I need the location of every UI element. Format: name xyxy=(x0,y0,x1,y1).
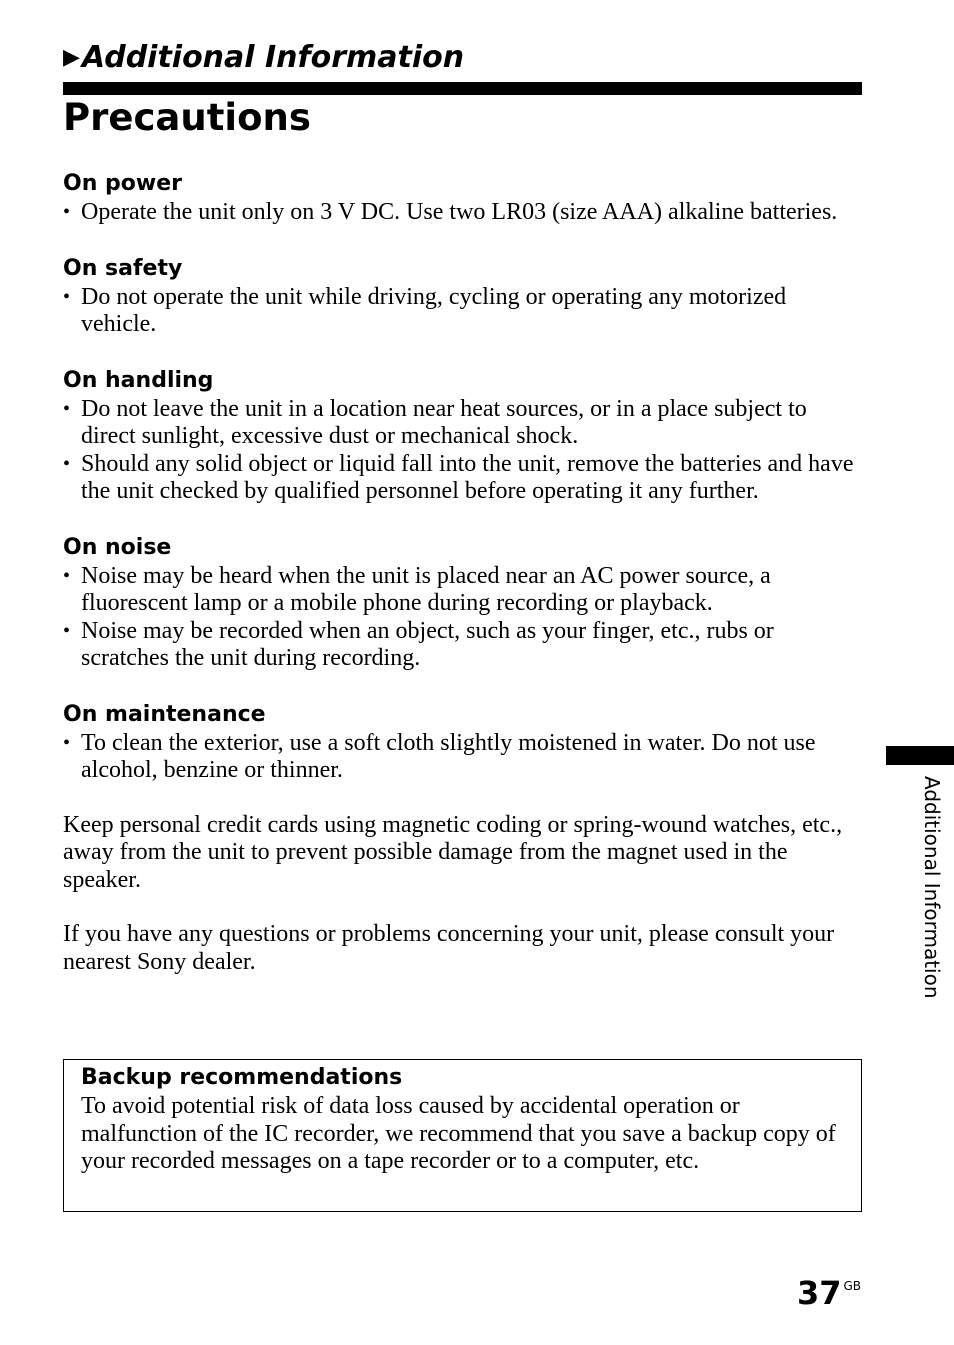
bullet-item xyxy=(63,199,862,227)
section-heading: On noise xyxy=(63,534,172,560)
header-rule xyxy=(63,82,862,95)
page-number-value: 37 xyxy=(796,1274,842,1312)
main-content xyxy=(63,169,862,1003)
section-label xyxy=(63,40,464,76)
section-heading: On safety xyxy=(63,255,183,281)
section-on-safety xyxy=(63,254,862,339)
bullet-item xyxy=(63,563,862,618)
bullet-list xyxy=(63,396,862,506)
bullet-text: Do not leave the unit in a location near heat sources, or in a place subject to direct sunlight, excessive dust or mechanical shock. xyxy=(81,395,807,449)
region-code: GB xyxy=(843,1279,861,1293)
side-tab-label: Additional Information xyxy=(920,776,944,999)
bullet-text: Noise may be recorded when an object, such as your finger, etc., rubs or scratches the unit during recording. xyxy=(81,617,774,671)
bullet-text: To clean the exterior, use a soft cloth slightly moistened in water. Do not use alcohol, benzine or thinner. xyxy=(81,729,816,783)
section-heading: On maintenance xyxy=(63,701,266,727)
bullet-item xyxy=(63,618,862,673)
section-on-handling xyxy=(63,366,862,506)
bullet-icon: • xyxy=(63,285,71,308)
section-heading: On handling xyxy=(63,367,214,393)
section-on-maintenance xyxy=(63,700,862,785)
bullet-text: Should any solid object or liquid fall into the unit, remove the batteries and have the unit checked by qualified personnel before operating it any further. xyxy=(81,450,854,504)
side-tab-marker xyxy=(886,746,954,765)
bullet-icon: • xyxy=(63,619,71,642)
bullet-item xyxy=(63,451,862,506)
bullet-item xyxy=(63,730,862,785)
bullet-text: Operate the unit only on 3 V DC. Use two LR03 (size AAA) alkaline batteries. xyxy=(81,199,838,225)
backup-recommendations-box xyxy=(63,1059,862,1212)
bullet-icon: • xyxy=(63,452,71,475)
box-heading: Backup recommendations xyxy=(81,1065,403,1090)
section-on-noise xyxy=(63,533,862,673)
bullet-icon: • xyxy=(63,201,71,223)
section-on-power xyxy=(63,169,862,227)
bullet-icon: • xyxy=(63,731,71,754)
paragraph-contact-dealer: If you have any questions or problems concerning your unit, please consult your nearest Sony dealer. xyxy=(63,921,835,975)
bullet-icon: • xyxy=(63,564,71,587)
page-title: Precautions xyxy=(63,96,311,139)
bullet-list xyxy=(63,199,862,227)
bullet-text: Noise may be heard when the unit is placed near an AC power source, a fluorescent lamp or a mobile phone during recording or playback. xyxy=(81,562,771,616)
bullet-icon: • xyxy=(63,397,71,420)
right-arrow-icon: ▶ xyxy=(63,45,80,70)
bullet-list xyxy=(63,563,862,673)
bullet-list xyxy=(63,730,862,785)
page-number xyxy=(797,1268,861,1311)
bullet-list xyxy=(63,284,862,339)
bullet-item xyxy=(63,284,862,339)
section-heading: On power xyxy=(63,171,182,196)
paragraph-credit-cards: Keep personal credit cards using magnetic coding or spring-wound watches, etc., away from the unit to prevent possible damage from the magnet used in the speaker. xyxy=(63,811,843,893)
bullet-item xyxy=(63,396,862,451)
bullet-text: Do not operate the unit while driving, cycling or operating any motorized vehicle. xyxy=(81,283,787,337)
box-text: To avoid potential risk of data loss caused by accidental operation or malfunction of the IC recorder, we recommend that you save a backup copy of your recorded messages on a tape recorder or to a computer, etc. xyxy=(81,1093,836,1174)
section-label-text: Additional Information xyxy=(81,40,465,75)
